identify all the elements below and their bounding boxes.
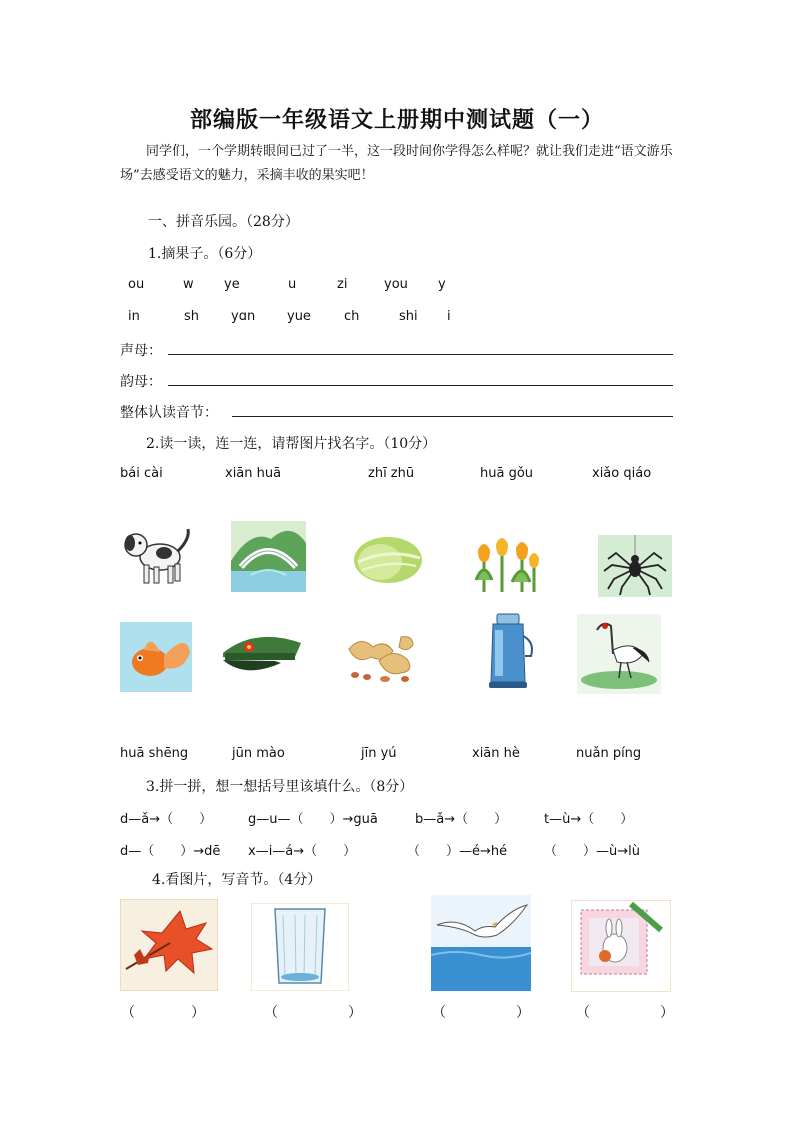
q3-item[interactable]: d—ǎ→（ ） [120, 812, 213, 827]
q2-bottom-pinyin: nuǎn píng [576, 746, 642, 761]
q4-title: 4.看图片，写音节。（4分） [152, 872, 322, 888]
q2-top-pinyin: bái cài [120, 466, 163, 481]
zhengti-label: 整体认读音节： [120, 405, 218, 421]
q1-pinyin: yue [287, 309, 311, 324]
military-cap-image [215, 627, 305, 681]
q1-pinyin: i [447, 309, 451, 324]
tulips-image [472, 530, 544, 592]
q3-item[interactable]: （ ）—ù→lù [544, 844, 640, 859]
stamp-image [571, 900, 671, 992]
q3-item[interactable]: b—ǎ→（ ） [415, 812, 508, 827]
q2-top-pinyin: xiǎo qiáo [592, 466, 652, 481]
seagull-image [431, 895, 531, 991]
q1-pinyin: yɑn [231, 309, 256, 324]
q1-pinyin: in [128, 309, 140, 324]
goldfish-image [120, 622, 192, 692]
q2-top-pinyin: xiān huā [225, 466, 282, 481]
q1-pinyin: u [288, 277, 297, 292]
q1-pinyin: you [384, 277, 408, 292]
q2-bottom-pinyin: jūn mào [232, 746, 285, 761]
q3-item[interactable]: g—u—（ ）→guā [248, 812, 378, 827]
thermos-image [481, 612, 535, 690]
bridge-image [231, 521, 306, 592]
section1-heading: 一、拼音乐园。（28分） [148, 214, 299, 230]
shengmu-label: 声母： [120, 343, 162, 359]
intro-paragraph: 同学们，一个学期转眼间已过了一半，这一段时间你学得怎么样呢？就让我们走进“语文游乐场”去感受语文的魅力，采摘丰收的果实吧！ [120, 144, 673, 183]
q2-bottom-pinyin: jīn yú [361, 746, 397, 761]
zhengti-answer-line[interactable] [232, 416, 673, 417]
q1-pinyin: shi [399, 309, 418, 324]
q1-pinyin: ye [224, 277, 240, 292]
shengmu-answer-line[interactable] [168, 354, 673, 355]
spider-image [598, 535, 672, 597]
q1-pinyin: zi [337, 277, 348, 292]
cabbage-image [350, 530, 425, 590]
maple-leaf-image [120, 899, 218, 991]
yunmu-label: 韵母： [120, 374, 162, 390]
q1-pinyin: w [183, 277, 194, 292]
q2-bottom-pinyin: huā shēng [120, 746, 189, 761]
glass-cup-image [251, 903, 349, 991]
q1-pinyin: ch [344, 309, 360, 324]
dog-image [118, 523, 198, 591]
crane-image [577, 614, 661, 694]
q1-pinyin: ou [128, 277, 145, 292]
q2-top-pinyin: zhī zhū [368, 466, 415, 481]
yunmu-answer-line[interactable] [168, 385, 673, 386]
q3-item[interactable]: x—i—á→（ ） [248, 844, 357, 859]
q3-item[interactable]: d—（ ）→dē [120, 844, 221, 859]
q4-answer-slot[interactable]: （ ） [121, 1005, 205, 1021]
q1-pinyin: sh [184, 309, 200, 324]
q4-answer-slot[interactable]: （ ） [264, 1005, 362, 1021]
q2-title: 2.读一读，连一连，请帮图片找名字。（10分） [146, 436, 437, 452]
q1-pinyin: y [438, 277, 446, 292]
q3-title: 3.拼一拼，想一想括号里该填什么。（8分） [146, 779, 414, 795]
q4-answer-slot[interactable]: （ ） [432, 1005, 530, 1021]
q1-title: 1.摘果子。（6分） [148, 246, 262, 262]
q2-bottom-pinyin: xiān hè [472, 746, 520, 761]
q3-item[interactable]: （ ）—é→hé [407, 844, 508, 859]
q4-answer-slot[interactable]: （ ） [576, 1005, 674, 1021]
q2-top-pinyin: huā gǒu [480, 466, 534, 481]
peanuts-image [343, 629, 419, 685]
page-title: 部编版一年级语文上册期中测试题（一） [189, 108, 604, 133]
q3-item[interactable]: t—ù→（ ） [544, 812, 634, 827]
